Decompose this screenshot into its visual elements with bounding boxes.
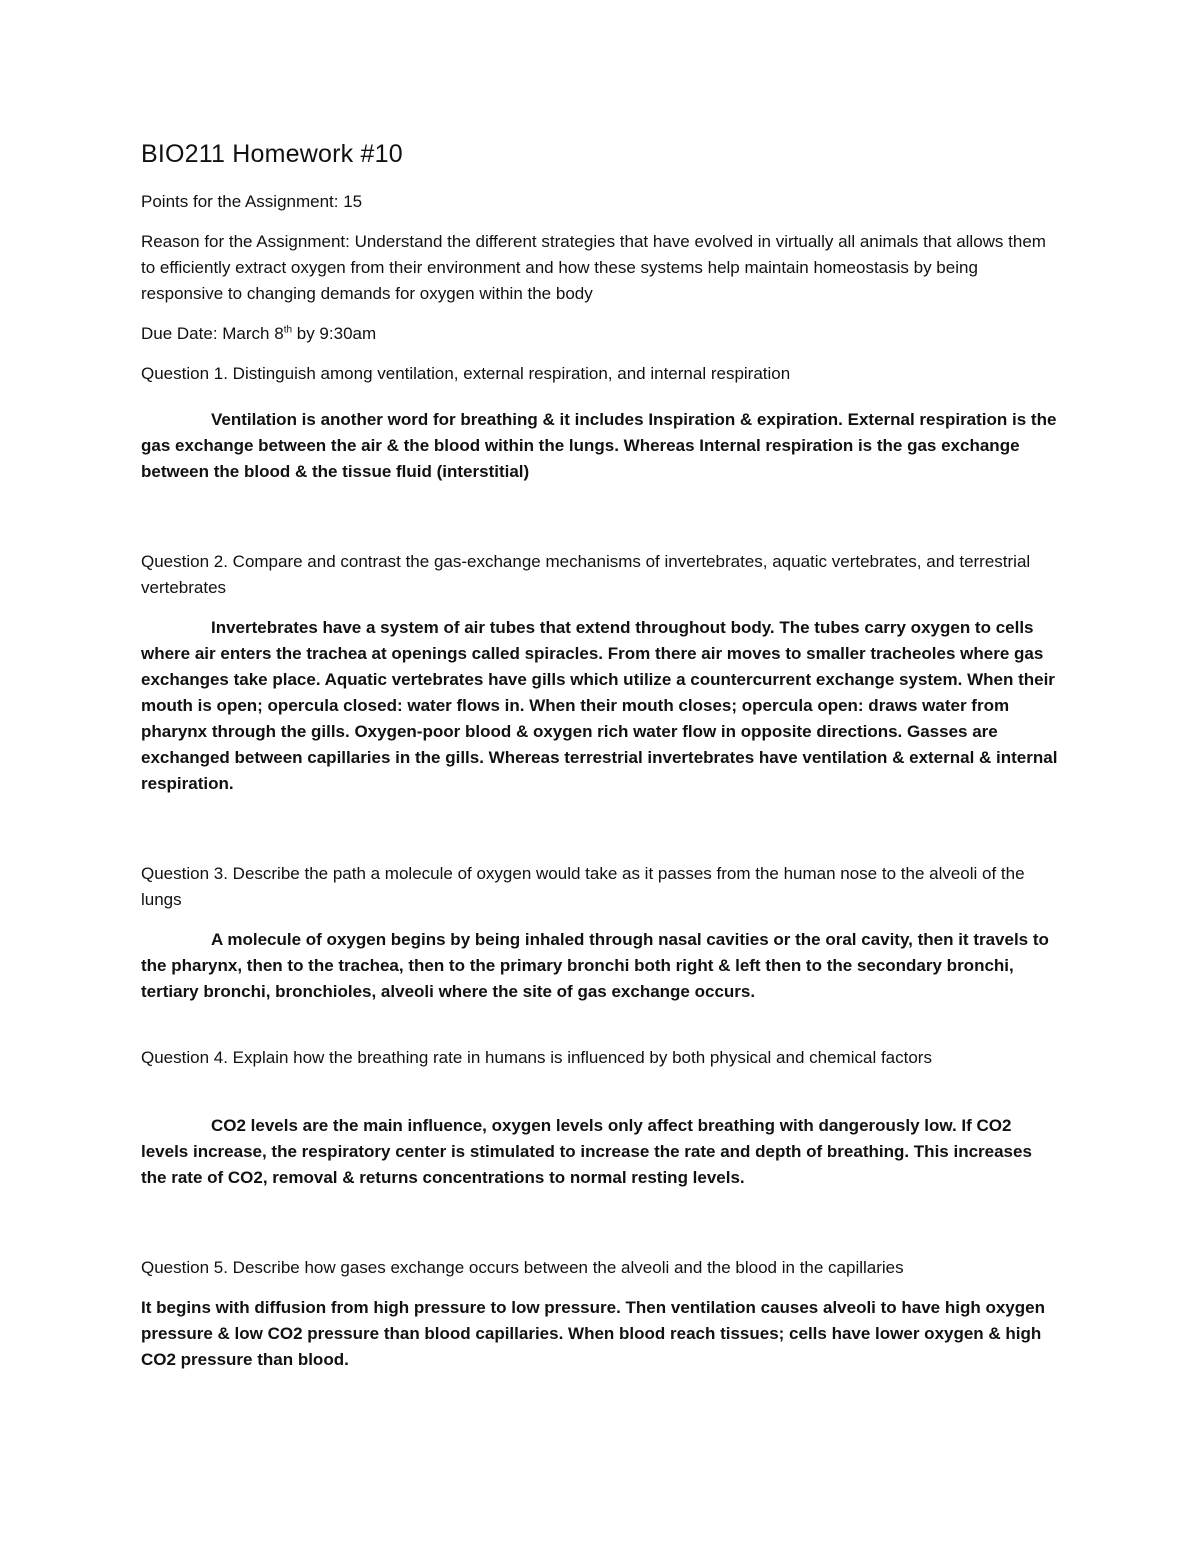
question-5: Question 5. Describe how gases exchange occurs between the alveoli and the blood in the capillaries [141, 1258, 904, 1277]
points-line: Points for the Assignment: 15 [141, 192, 363, 211]
question-3: Question 3. Describe the path a molecule of oxygen would take as it passes from the human nose to the alveoli of the lungs [141, 864, 1025, 909]
due-date-line [141, 321, 1061, 347]
document-page [141, 140, 1061, 1373]
answer-3: A molecule of oxygen begins by being inhaled through nasal cavities or the oral cavity, then it travels to the pharynx, then to the trachea, then to the primary bronchi both right & left then to the secondary bronchi, tertiary bronchi, bronchioles, alveoli where the site of gas exchange occurs. [141, 930, 1049, 1001]
answer-2: Invertebrates have a system of air tubes that extend throughout body. The tubes carry oxygen to cells where air enters the trachea at openings called spiracles. From there air moves to smaller tracheoles where gas exchanges take place. Aquatic vertebrates have gills which utilize a countercurrent exchange system. When their mouth is open; opercula closed: water flows in. When their mouth closes; opercula open: draws water from pharynx through the gills. Oxygen-poor blood & oxygen rich water flow in opposite directions. Gasses are exchanged between capillaries in the gills. Whereas terrestrial invertebrates have ventilation & external & internal respiration. [141, 618, 1058, 793]
question-2: Question 2. Compare and contrast the gas-exchange mechanisms of invertebrates, aquatic vertebrates, and terrestrial vertebrates [141, 552, 1031, 597]
due-date-sup: th [283, 324, 293, 336]
answer-5: It begins with diffusion from high pressure to low pressure. Then ventilation causes alveoli to have high oxygen pressure & low CO2 pressure than blood capillaries. When blood reach tissues; cells have lower oxygen & high CO2 pressure than blood. [141, 1298, 1045, 1369]
document-title: BIO211 Homework #10 [141, 140, 403, 168]
question-1: Question 1. Distinguish among ventilation, external respiration, and internal respiration [141, 364, 791, 383]
due-date-suffix: by 9:30am [292, 324, 377, 343]
reason-line: Reason for the Assignment: Understand the different strategies that have evolved in virtually all animals that allows them to efficiently extract oxygen from their environment and how these systems help maintain homeostasis by being responsive to changing demands for oxygen within the body [141, 232, 1046, 303]
answer-1: Ventilation is another word for breathing & it includes Inspiration & expiration. External respiration is the gas exchange between the air & the blood within the lungs. Whereas Internal respiration is the gas exchange between the blood & the tissue fluid (interstitial) [141, 410, 1057, 481]
answer-4: CO2 levels are the main influence, oxygen levels only affect breathing with dangerously low. If CO2 levels increase, the respiratory center is stimulated to increase the rate and depth of breathing. This increases the rate of CO2, removal & returns concentrations to normal resting levels. [141, 1116, 1032, 1187]
question-4: Question 4. Explain how the breathing rate in humans is influenced by both physical and chemical factors [141, 1048, 932, 1067]
due-date-prefix: Due Date: March 8 [141, 324, 284, 343]
